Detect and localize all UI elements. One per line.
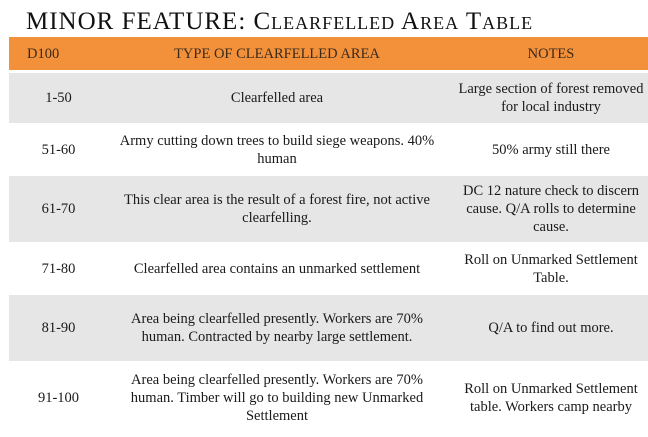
- roll-cell: 71-80: [9, 245, 108, 292]
- header-type: TYPE OF CLEARFELLED AREA: [108, 37, 446, 70]
- header-notes: NOTES: [446, 37, 648, 70]
- table-row: [9, 176, 648, 242]
- roll-cell: 81-90: [9, 295, 108, 361]
- table-row: [9, 364, 648, 432]
- clearfelled-area-table: [9, 37, 648, 432]
- type-cell: Clearfelled area: [108, 73, 446, 123]
- table-row: [9, 295, 648, 361]
- notes-cell: Q/A to find out more.: [446, 295, 648, 361]
- table-row: [9, 73, 648, 123]
- roll-cell: 91-100: [9, 364, 108, 432]
- type-cell: Clearfelled area contains an unmarked settlement: [108, 245, 446, 292]
- roll-cell: 1-50: [9, 73, 108, 123]
- notes-cell: Roll on Unmarked Settlement table. Workers camp nearby: [446, 364, 648, 432]
- notes-cell: DC 12 nature check to discern cause. Q/A rolls to determine cause.: [446, 176, 648, 242]
- table-row: [9, 126, 648, 173]
- table-row: [9, 245, 648, 292]
- roll-cell: 51-60: [9, 126, 108, 173]
- page-title: MINOR FEATURE: Clearfelled Area Table: [26, 8, 534, 35]
- type-cell: This clear area is the result of a forest fire, not active clearfelling.: [108, 176, 446, 242]
- type-cell: Army cutting down trees to build siege weapons. 40% human: [108, 126, 446, 173]
- notes-cell: Roll on Unmarked Settlement Table.: [446, 245, 648, 292]
- roll-cell: 61-70: [9, 176, 108, 242]
- header-d100: D100: [9, 37, 108, 70]
- table-header-row: [9, 37, 648, 70]
- type-cell: Area being clearfelled presently. Workers are 70% human. Contracted by nearby large settlement.: [108, 295, 446, 361]
- notes-cell: Large section of forest removed for local industry: [446, 73, 648, 123]
- notes-cell: 50% army still there: [446, 126, 648, 173]
- type-cell: Area being clearfelled presently. Workers are 70% human. Timber will go to building new Unmarked Settlement: [108, 364, 446, 432]
